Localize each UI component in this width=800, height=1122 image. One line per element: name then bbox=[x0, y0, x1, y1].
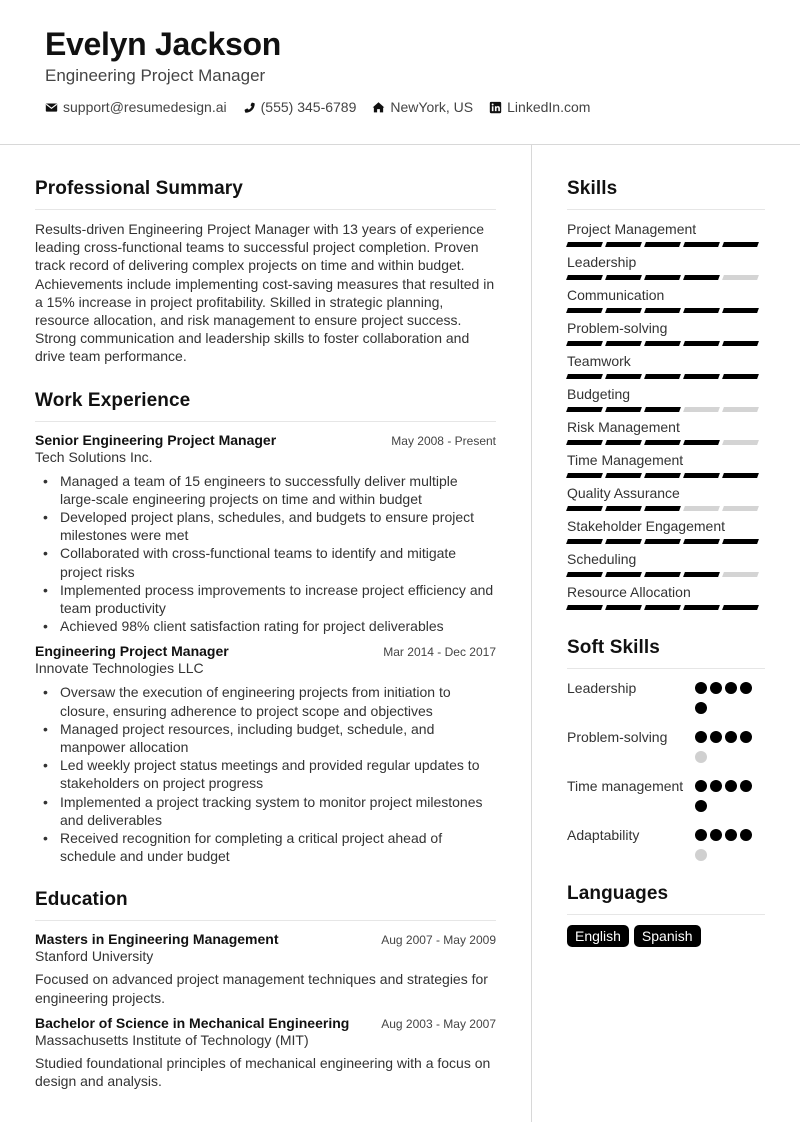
soft-skill-rating bbox=[695, 679, 755, 722]
rating-dot-filled bbox=[695, 702, 707, 714]
rating-dot-filled bbox=[725, 731, 737, 743]
skill-item bbox=[567, 517, 765, 545]
job-entry bbox=[35, 643, 496, 865]
bar-segment-filled bbox=[722, 473, 759, 478]
bar-segment-filled bbox=[644, 374, 681, 379]
bar-segment-filled bbox=[644, 275, 681, 280]
soft-skill-rating bbox=[695, 777, 755, 820]
edu-description: Studied foundational principles of mechanical engineering with a focus on design and analysis. bbox=[35, 1054, 491, 1090]
language-badge: English bbox=[567, 925, 629, 947]
soft-skill-item bbox=[567, 728, 765, 771]
bar-segment-filled bbox=[722, 539, 759, 544]
bar-segment-filled bbox=[605, 539, 642, 544]
bullet-item: • Implemented process improvements to increase project efficiency and team productivity bbox=[60, 581, 496, 617]
bullet-item: • Led weekly project status meetings and provided regular updates to stakeholders on project progress bbox=[60, 756, 496, 792]
contact-list bbox=[45, 99, 606, 115]
phone-icon bbox=[243, 101, 256, 114]
rating-dot-filled bbox=[725, 829, 737, 841]
rating-dot-empty bbox=[695, 751, 707, 763]
bar-segment-filled bbox=[722, 374, 759, 379]
bar-segment-filled bbox=[566, 374, 603, 379]
language-badge: Spanish bbox=[634, 925, 701, 947]
bar-segment-filled bbox=[644, 605, 681, 610]
soft-skill-item bbox=[567, 679, 765, 722]
contact-linkedin[interactable] bbox=[489, 99, 590, 115]
skill-level-bar bbox=[567, 242, 765, 248]
skill-level-bar bbox=[567, 275, 765, 281]
bar-segment-filled bbox=[644, 440, 681, 445]
bar-segment-filled bbox=[644, 506, 681, 511]
rating-dot-filled bbox=[710, 829, 722, 841]
language-list bbox=[567, 925, 765, 947]
bar-segment-filled bbox=[683, 341, 720, 346]
bullet-item: • Oversaw the execution of engineering projects from initiation to closure, ensuring adherence to project scope and objectives bbox=[60, 683, 496, 719]
skill-level-bar bbox=[567, 341, 765, 347]
skill-label: Budgeting bbox=[567, 386, 631, 402]
bar-segment-filled bbox=[683, 572, 720, 577]
bullet-item: • Implemented a project tracking system to monitor project milestones and deliverables bbox=[60, 793, 496, 829]
soft-skill-label: Problem-solving bbox=[567, 729, 668, 745]
bar-segment-filled bbox=[644, 539, 681, 544]
skill-label: Teamwork bbox=[567, 353, 631, 369]
bar-segment-filled bbox=[683, 539, 720, 544]
home-icon bbox=[372, 101, 385, 114]
bar-segment-filled bbox=[566, 572, 603, 577]
rating-dot-filled bbox=[710, 780, 722, 792]
bar-segment-empty bbox=[722, 407, 759, 412]
sidebar-column bbox=[567, 178, 765, 947]
degree: Masters in Engineering Management bbox=[35, 931, 279, 948]
bullet-item: • Achieved 98% client satisfaction rating for project deliverables bbox=[60, 617, 496, 635]
contact-email-text: support@resumedesign.ai bbox=[63, 99, 227, 115]
bar-segment-filled bbox=[644, 407, 681, 412]
skill-item bbox=[567, 583, 765, 611]
bar-segment-empty bbox=[722, 275, 759, 280]
skill-label: Problem-solving bbox=[567, 320, 668, 336]
section-heading: Professional Summary bbox=[35, 178, 496, 210]
skill-item bbox=[567, 220, 765, 248]
job-role: Senior Engineering Project Manager bbox=[35, 431, 277, 448]
section-heading: Education bbox=[35, 889, 496, 921]
skill-item bbox=[567, 319, 765, 347]
bar-segment-filled bbox=[683, 308, 720, 313]
soft-skill-label: Adaptability bbox=[567, 827, 640, 843]
bullet-item: • Received recognition for completing a critical project ahead of schedule and under budget bbox=[60, 829, 496, 865]
contact-location bbox=[372, 99, 473, 115]
bar-segment-filled bbox=[644, 308, 681, 313]
bar-segment-filled bbox=[683, 242, 720, 247]
skills-section bbox=[567, 178, 765, 611]
bar-segment-empty bbox=[683, 506, 720, 511]
skill-item bbox=[567, 550, 765, 578]
bar-segment-filled bbox=[644, 341, 681, 346]
skill-item bbox=[567, 418, 765, 446]
skill-label: Project Management bbox=[567, 221, 697, 237]
bar-segment-filled bbox=[722, 242, 759, 247]
contact-phone-text: (555) 345-6789 bbox=[260, 99, 357, 115]
edu-description: Focused on advanced project management techniques and strategies for engineering projects. bbox=[35, 971, 488, 1006]
rating-dot-filled bbox=[710, 682, 722, 694]
skill-level-bar bbox=[567, 572, 765, 578]
skill-level-bar bbox=[567, 440, 765, 446]
contact-phone[interactable] bbox=[243, 99, 357, 115]
job-company: Innovate Technologies LLC bbox=[35, 660, 204, 677]
skill-level-bar bbox=[567, 506, 765, 512]
resume-header bbox=[0, 0, 800, 145]
bar-segment-filled bbox=[605, 407, 642, 412]
skills-list bbox=[567, 220, 765, 611]
edu-date: Aug 2007 - May 2009 bbox=[381, 933, 496, 948]
bar-segment-filled bbox=[605, 242, 642, 247]
soft-skill-rating bbox=[695, 826, 755, 869]
summary-section bbox=[35, 178, 496, 366]
main-column bbox=[35, 178, 496, 1098]
skill-level-bar bbox=[567, 473, 765, 479]
bar-segment-filled bbox=[566, 473, 603, 478]
rating-dot-empty bbox=[695, 849, 707, 861]
bullet-item: • Managed project resources, including budget, schedule, and manpower allocation bbox=[60, 720, 496, 756]
bar-segment-filled bbox=[566, 539, 603, 544]
job-bullets bbox=[35, 472, 496, 636]
candidate-name: Evelyn Jackson bbox=[45, 26, 281, 62]
rating-dot-filled bbox=[725, 780, 737, 792]
linkedin-icon bbox=[489, 101, 502, 114]
section-heading: Soft Skills bbox=[567, 637, 765, 669]
job-date: May 2008 - Present bbox=[391, 433, 496, 448]
school: Massachusetts Institute of Technology (MIT) bbox=[35, 1031, 309, 1048]
job-bullets bbox=[35, 683, 496, 865]
bar-segment-filled bbox=[566, 605, 603, 610]
bar-segment-filled bbox=[683, 275, 720, 280]
education-section bbox=[35, 889, 496, 1090]
rating-dot-filled bbox=[740, 731, 752, 743]
skill-item bbox=[567, 385, 765, 413]
soft-skills-section bbox=[567, 637, 765, 869]
summary-text: Results-driven Engineering Project Manager with 13 years of experience leading cross-functional teams to successful project completion. Proven track record of delivering complex projects on time and within budget. Achievements include implementing cost-saving measures that resulted in a 15% increase in project profitability. Skilled in strategic planning, resource allocation, and risk management to ensure project success. Strong communication and leadership skills to foster collaboration and drive team performance. bbox=[35, 221, 495, 365]
bar-segment-filled bbox=[683, 374, 720, 379]
skill-item bbox=[567, 484, 765, 512]
bar-segment-filled bbox=[566, 341, 603, 346]
bar-segment-filled bbox=[683, 440, 720, 445]
experience-section bbox=[35, 390, 496, 866]
bar-segment-filled bbox=[605, 506, 642, 511]
contact-location-text: NewYork, US bbox=[390, 99, 474, 115]
section-heading: Skills bbox=[567, 178, 765, 210]
skill-item bbox=[567, 352, 765, 380]
bar-segment-filled bbox=[605, 275, 642, 280]
rating-dot-filled bbox=[740, 682, 752, 694]
section-heading: Languages bbox=[567, 883, 765, 915]
bar-segment-filled bbox=[566, 242, 603, 247]
skill-level-bar bbox=[567, 407, 765, 413]
bar-segment-empty bbox=[722, 506, 759, 511]
bar-segment-filled bbox=[644, 242, 681, 247]
degree: Bachelor of Science in Mechanical Engineering bbox=[35, 1014, 350, 1031]
education-entry bbox=[35, 931, 496, 1006]
column-divider bbox=[531, 145, 532, 1122]
skill-label: Scheduling bbox=[567, 551, 637, 567]
skill-label: Time Management bbox=[567, 452, 684, 468]
skill-level-bar bbox=[567, 539, 765, 545]
soft-skill-rating bbox=[695, 728, 755, 771]
contact-email[interactable] bbox=[45, 99, 227, 115]
skill-label: Resource Allocation bbox=[567, 584, 691, 600]
bar-segment-filled bbox=[644, 473, 681, 478]
bar-segment-empty bbox=[722, 572, 759, 577]
envelope-icon bbox=[45, 101, 58, 114]
rating-dot-filled bbox=[725, 682, 737, 694]
rating-dot-filled bbox=[695, 780, 707, 792]
bar-segment-filled bbox=[683, 473, 720, 478]
rating-dot-filled bbox=[695, 829, 707, 841]
bar-segment-filled bbox=[605, 440, 642, 445]
bar-segment-filled bbox=[722, 341, 759, 346]
rating-dot-filled bbox=[740, 829, 752, 841]
rating-dot-filled bbox=[710, 731, 722, 743]
bar-segment-filled bbox=[683, 605, 720, 610]
skill-label: Leadership bbox=[567, 254, 637, 270]
bullet-item: • Managed a team of 15 engineers to successfully deliver multiple large-scale engineering projects on time and within budget bbox=[60, 472, 496, 508]
bar-segment-filled bbox=[605, 473, 642, 478]
soft-skill-label: Time management bbox=[567, 778, 684, 794]
bar-segment-empty bbox=[683, 407, 720, 412]
job-date: Mar 2014 - Dec 2017 bbox=[383, 645, 496, 660]
rating-dot-filled bbox=[695, 731, 707, 743]
bar-segment-filled bbox=[722, 308, 759, 313]
bullet-item: • Collaborated with cross-functional teams to identify and mitigate project risks bbox=[60, 544, 496, 580]
skill-label: Communication bbox=[567, 287, 665, 303]
bar-segment-filled bbox=[605, 341, 642, 346]
job-company: Tech Solutions Inc. bbox=[35, 448, 153, 465]
skill-level-bar bbox=[567, 308, 765, 314]
rating-dot-filled bbox=[740, 780, 752, 792]
bar-segment-filled bbox=[605, 308, 642, 313]
school: Stanford University bbox=[35, 948, 154, 965]
bar-segment-filled bbox=[566, 506, 603, 511]
bar-segment-filled bbox=[722, 605, 759, 610]
bullet-item: • Developed project plans, schedules, and budgets to ensure project milestones were met bbox=[60, 508, 496, 544]
bar-segment-filled bbox=[605, 572, 642, 577]
section-heading: Work Experience bbox=[35, 390, 496, 422]
rating-dot-filled bbox=[695, 800, 707, 812]
skill-level-bar bbox=[567, 374, 765, 380]
skill-item bbox=[567, 253, 765, 281]
skill-label: Risk Management bbox=[567, 419, 680, 435]
skill-item bbox=[567, 451, 765, 479]
bar-segment-filled bbox=[605, 605, 642, 610]
bar-segment-filled bbox=[644, 572, 681, 577]
skill-item bbox=[567, 286, 765, 314]
candidate-title: Engineering Project Manager bbox=[45, 66, 266, 85]
bar-segment-filled bbox=[566, 407, 603, 412]
bar-segment-filled bbox=[605, 374, 642, 379]
bar-segment-filled bbox=[566, 308, 603, 313]
soft-skills-list bbox=[567, 679, 765, 869]
skill-label: Quality Assurance bbox=[567, 485, 680, 501]
bar-segment-filled bbox=[566, 275, 603, 280]
skill-label: Stakeholder Engagement bbox=[567, 518, 725, 534]
job-role: Engineering Project Manager bbox=[35, 643, 229, 660]
bar-segment-empty bbox=[722, 440, 759, 445]
soft-skill-item bbox=[567, 826, 765, 869]
edu-date: Aug 2003 - May 2007 bbox=[381, 1016, 496, 1031]
rating-dot-filled bbox=[695, 682, 707, 694]
skill-level-bar bbox=[567, 605, 765, 611]
education-entry bbox=[35, 1015, 496, 1090]
job-entry bbox=[35, 432, 496, 636]
soft-skill-label: Leadership bbox=[567, 680, 637, 696]
soft-skill-item bbox=[567, 777, 765, 820]
languages-section bbox=[567, 883, 765, 947]
contact-linkedin-text: LinkedIn.com bbox=[507, 99, 591, 115]
bar-segment-filled bbox=[566, 440, 603, 445]
